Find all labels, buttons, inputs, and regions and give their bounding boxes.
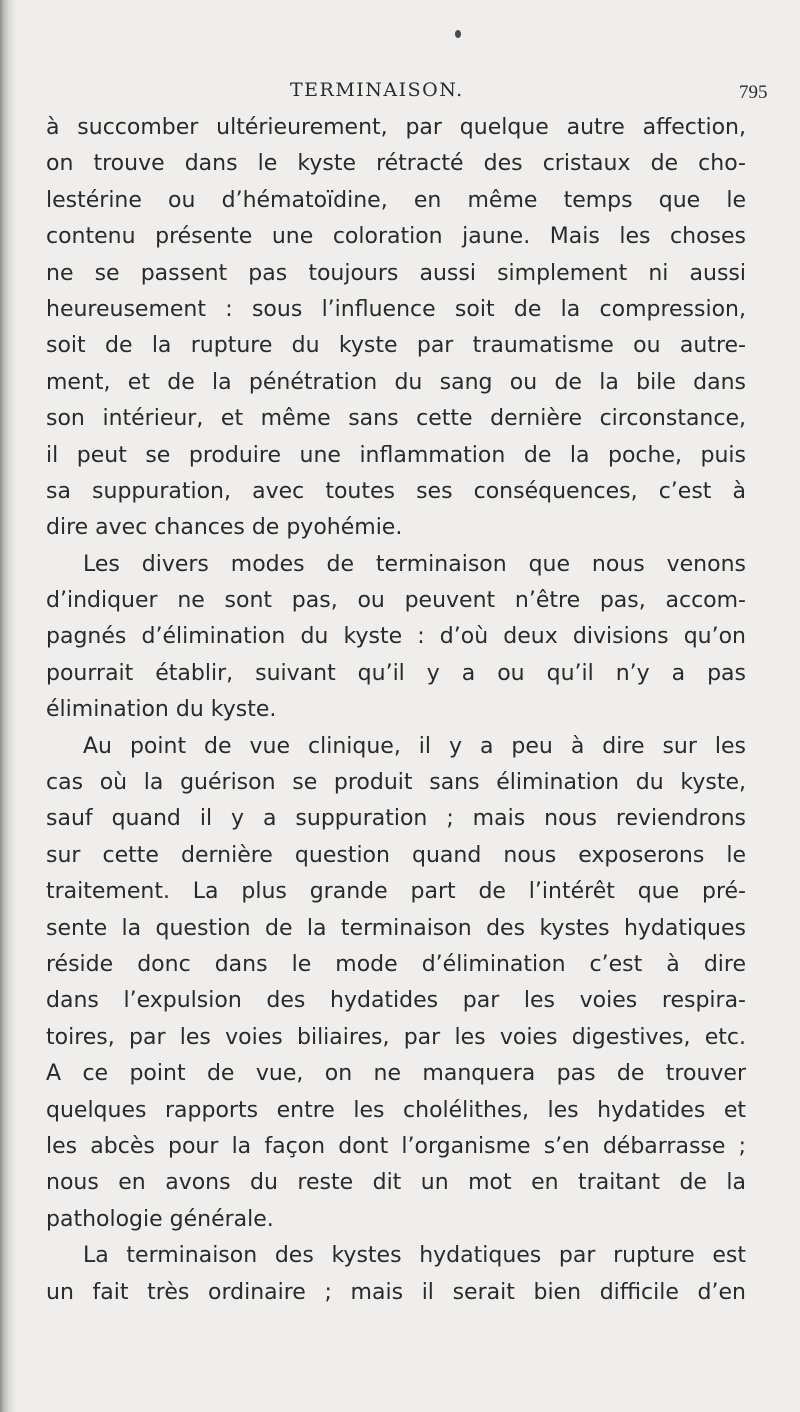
binding-edge bbox=[0, 0, 10, 1412]
running-head-title: TERMINAISON. bbox=[290, 79, 464, 101]
ink-mark bbox=[455, 30, 461, 38]
text-line: traitement. La plus grande part de l’intérêt que pré- bbox=[46, 879, 746, 905]
text-line: toires, par les voies biliaires, par les voies digestives, etc. bbox=[46, 1024, 746, 1050]
text-line: quelques rapports entre les cholélithes, les hydatides et bbox=[46, 1097, 746, 1123]
text-line: les abcès pour la façon dont l’organisme s’en débarrasse ; bbox=[46, 1133, 746, 1159]
text-line: dire avec chances de pyohémie. bbox=[46, 515, 403, 541]
text-line: sur cette dernière question quand nous exposerons le bbox=[46, 842, 746, 868]
text-line: pagnés d’élimination du kyste : d’où deux divisions qu’on bbox=[46, 624, 746, 650]
text-line: cas où la guérison se produit sans élimination du kyste, bbox=[46, 770, 746, 796]
text-line: à succomber ultérieurement, par quelque autre affection, bbox=[46, 115, 746, 140]
text-line: lestérine ou d’hématoïdine, en même temps que le bbox=[46, 187, 746, 213]
text-line: soit de la rupture du kyste par traumatisme ou autre- bbox=[46, 333, 746, 359]
text-line: un fait très ordinaire ; mais il serait bien difficile d’en bbox=[46, 1279, 746, 1305]
binding-shadow bbox=[10, 0, 16, 1412]
page-number: 795 bbox=[739, 82, 768, 103]
text-line: contenu présente une coloration jaune. Mais les choses bbox=[46, 224, 746, 250]
text-line: il peut se produire une inflammation de la poche, puis bbox=[46, 442, 746, 468]
text-line: on trouve dans le kyste rétracté des cristaux de cho- bbox=[46, 151, 746, 177]
text-line: sente la question de la terminaison des kystes hydatiques bbox=[46, 915, 746, 941]
text-line: élimination du kyste. bbox=[46, 697, 277, 723]
text-line: d’indiquer ne sont pas, ou peuvent n’être pas, accom- bbox=[46, 588, 746, 614]
text-line: heureusement : sous l’influence soit de la compression, bbox=[46, 296, 746, 322]
text-line: sauf quand il y a suppuration ; mais nous reviendrons bbox=[46, 806, 746, 832]
paragraph-first-line: Les divers modes de terminaison que nous venons bbox=[83, 551, 746, 577]
paragraph-first-line: La terminaison des kystes hydatiques par rupture est bbox=[83, 1243, 746, 1269]
text-line: nous en avons du reste dit un mot en traitant de la bbox=[46, 1170, 746, 1196]
text-line: ne se passent pas toujours aussi simplement ni aussi bbox=[46, 260, 746, 286]
text-line: A ce point de vue, on ne manquera pas de trouver bbox=[46, 1061, 746, 1087]
paragraph-first-line: Au point de vue clinique, il y a peu à dire sur les bbox=[83, 733, 746, 759]
text-line: ment, et de la pénétration du sang ou de la bile dans bbox=[46, 369, 746, 395]
body-text bbox=[46, 110, 746, 1311]
text-line: son intérieur, et même sans cette dernière circonstance, bbox=[46, 406, 746, 432]
text-line: sa suppuration, avec toutes ses conséquences, c’est à bbox=[46, 478, 746, 504]
text-line: pourrait établir, suivant qu’il y a ou qu’il n’y a pas bbox=[46, 660, 746, 686]
text-line: dans l’expulsion des hydatides par les voies respira- bbox=[46, 988, 746, 1014]
text-line: pathologie générale. bbox=[46, 1206, 274, 1232]
text-line: réside donc dans le mode d’élimination c’est à dire bbox=[46, 951, 746, 977]
